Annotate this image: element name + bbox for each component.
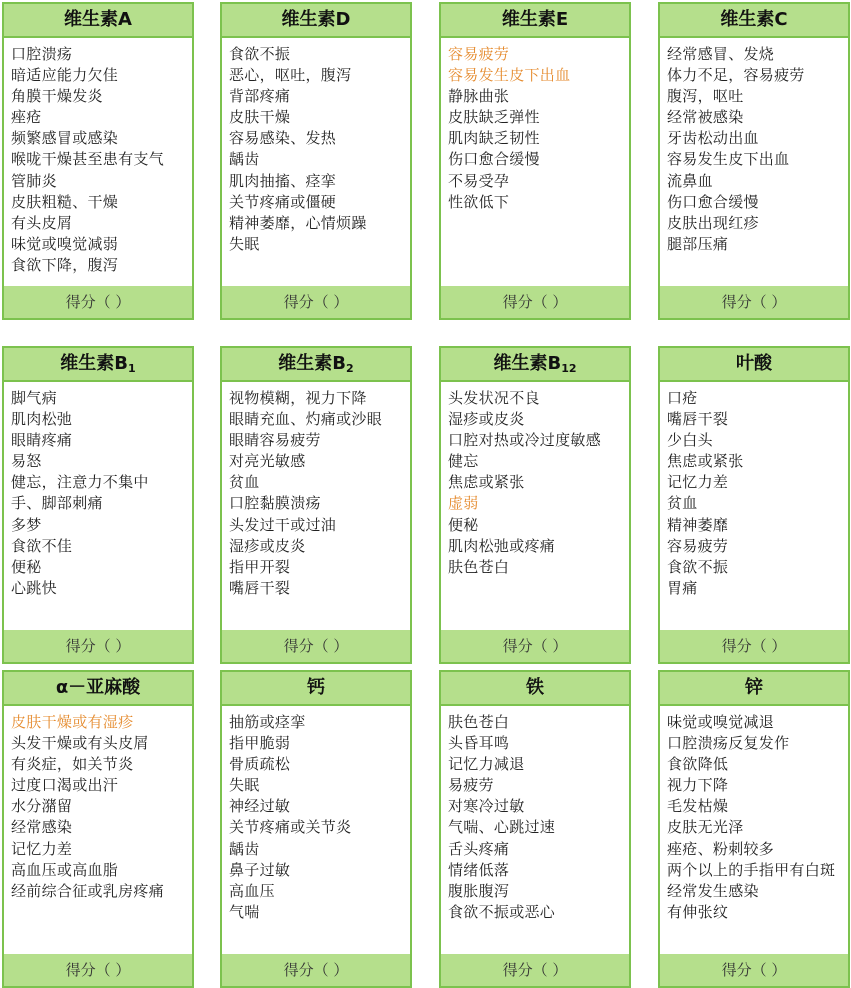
card-title (441, 348, 629, 382)
symptom-item: 口腔溃疡 (11, 45, 73, 63)
symptom-item: 头发干燥或有头皮屑 (11, 734, 149, 753)
symptom-item: 经前综合征或乳房疼痛 (11, 881, 165, 900)
symptom-item: 频繁感冒或感染 (11, 129, 119, 148)
symptom-item: 肤色苍白 (448, 557, 510, 576)
symptom-item: 味觉或嗅觉减退 (667, 713, 775, 731)
symptom-item: 易疲劳 (448, 776, 494, 795)
symptom-item: 指甲开裂 (229, 557, 291, 576)
card-title-text: 锌 (745, 677, 763, 698)
score-field[interactable]: 得分（ ） (441, 630, 629, 662)
symptom-item: 食欲降低 (667, 755, 729, 774)
score-field[interactable]: 得分（ ） (4, 630, 192, 662)
card-title (222, 4, 410, 38)
symptom-item: 神经过敏 (229, 797, 291, 816)
symptom-list (229, 44, 406, 255)
symptom-item: 皮肤无光泽 (667, 818, 744, 837)
symptom-item: 对亮光敏感 (229, 452, 306, 471)
symptom-item: 流鼻血 (667, 171, 713, 190)
symptom-item: 嘴唇干裂 (667, 410, 729, 429)
symptom-item: 精神萎靡 (667, 515, 729, 534)
symptom-item: 毛发枯燥 (667, 797, 729, 816)
card-title-text: 维生素D (281, 9, 351, 30)
symptom-item: 健忘，注意力不集中 (11, 473, 149, 492)
card-title-text: 钙 (307, 677, 325, 698)
card-title (4, 672, 192, 706)
card-title (4, 4, 192, 38)
nutrient-card (2, 670, 194, 988)
symptom-item: 静脉曲张 (448, 87, 510, 106)
symptom-item: 关节疼痛或僵硬 (229, 192, 337, 211)
symptom-item: 易怒 (11, 452, 42, 471)
symptom-list (229, 712, 406, 923)
symptom-item: 有伸张纹 (667, 902, 729, 921)
symptom-list (11, 388, 188, 599)
symptom-list (229, 388, 406, 599)
nutrient-card (220, 670, 412, 988)
symptom-item: 头昏耳鸣 (448, 734, 510, 753)
nutrient-card (658, 2, 850, 320)
score-field[interactable]: 得分（ ） (660, 286, 848, 318)
symptom-item: 腹泻，呕吐 (667, 87, 744, 106)
symptom-item: 恶心，呕吐，腹泻 (229, 66, 352, 85)
score-field[interactable]: 得分（ ） (222, 954, 410, 986)
symptom-item: 食欲不振 (229, 45, 291, 63)
nutrient-card (658, 346, 850, 664)
symptom-item: 记忆力差 (11, 839, 73, 858)
symptom-item: 焦虑或紧张 (448, 473, 525, 492)
card-title-text: 维生素E (501, 9, 569, 30)
score-field[interactable]: 得分（ ） (4, 286, 192, 318)
card-title (660, 348, 848, 382)
symptom-item: 脚气病 (11, 389, 57, 407)
symptom-item: 口疮 (667, 389, 698, 407)
symptom-item: 肌肉松弛或疼痛 (448, 536, 556, 555)
card-title-text: 铁 (526, 677, 544, 698)
symptom-item: 对寒冷过敏 (448, 797, 525, 816)
symptom-item: 腿部压痛 (667, 234, 729, 253)
symptom-item: 记忆力差 (667, 473, 729, 492)
nutrient-card (220, 2, 412, 320)
card-title (4, 348, 192, 382)
nutrient-card (439, 2, 631, 320)
card-title-text: 维生素B (278, 353, 347, 374)
symptom-item: 指甲脆弱 (229, 734, 291, 753)
card-title (660, 672, 848, 706)
symptom-item: 角膜干燥发炎 (11, 87, 103, 106)
symptom-list (448, 388, 625, 578)
symptom-list (11, 712, 188, 902)
card-title-text: 维生素B (60, 353, 129, 374)
symptom-item: 喉咙干燥甚至患有支气 (11, 150, 165, 169)
symptom-item: 胃痛 (667, 578, 698, 597)
symptom-item: 过度口渴或出汗 (11, 776, 119, 795)
symptom-item: 食欲不振或恶心 (448, 902, 556, 921)
symptom-item: 记忆力减退 (448, 755, 525, 774)
symptom-item: 精神萎靡，心情烦躁 (229, 213, 367, 232)
symptom-item: 头发过干或过油 (229, 515, 337, 534)
score-field[interactable]: 得分（ ） (222, 286, 410, 318)
symptom-item: 便秘 (448, 515, 479, 534)
symptom-item: 伤口愈合缓慢 (667, 192, 759, 211)
symptom-item: 经常被感染 (667, 108, 744, 127)
card-title (441, 672, 629, 706)
symptom-item: 痤疮 (11, 108, 42, 127)
symptom-item: 经常感冒、发烧 (667, 45, 775, 63)
symptom-item: 不易受孕 (448, 171, 510, 190)
symptom-item: 痤疮、粉刺较多 (667, 839, 775, 858)
symptom-item: 经常感染 (11, 818, 73, 837)
symptom-item: 健忘 (448, 452, 479, 471)
symptom-item: 食欲不振 (667, 557, 729, 576)
symptom-item: 体力不足，容易疲劳 (667, 66, 805, 85)
nutrient-card (658, 670, 850, 988)
symptom-item: 味觉或嗅觉减弱 (11, 234, 119, 253)
card-title (441, 4, 629, 38)
symptom-item: 容易感染、发热 (229, 129, 337, 148)
card-title-text: 维生素A (64, 9, 132, 30)
symptom-item: 肤色苍白 (448, 713, 510, 731)
symptom-item: 食欲不佳 (11, 536, 73, 555)
symptom-item: 少白头 (667, 431, 713, 450)
symptom-item: 气喘 (229, 902, 260, 921)
symptom-list (667, 712, 844, 923)
card-title-text: α－亚麻酸 (55, 677, 141, 698)
symptom-item: 两个以上的手指甲有白斑 (667, 860, 836, 879)
symptom-item: 龋齿 (229, 150, 260, 169)
symptom-item: 食欲下降，腹泻 (11, 255, 119, 274)
symptom-item: 鼻子过敏 (229, 860, 291, 879)
card-title-text: 叶酸 (736, 353, 772, 374)
symptom-list (11, 44, 188, 276)
card-title (222, 348, 410, 382)
symptom-item: 焦虑或紧张 (667, 452, 744, 471)
symptom-item: 有头皮屑 (11, 213, 73, 232)
symptom-item: 高血压或高血脂 (11, 860, 119, 879)
symptom-item: 皮肤干燥 (229, 108, 291, 127)
symptom-item: 虚弱 (448, 494, 479, 513)
symptom-item: 骨质疏松 (229, 755, 291, 774)
symptom-item: 肌肉缺乏韧性 (448, 129, 540, 148)
symptom-item: 口腔黏膜溃疡 (229, 494, 321, 513)
symptom-item: 便秘 (11, 557, 42, 576)
symptom-item: 抽筋或痉挛 (229, 713, 306, 731)
symptom-item: 容易发生皮下出血 (448, 66, 571, 85)
symptom-item: 失眠 (229, 234, 260, 253)
symptom-item: 暗适应能力欠佳 (11, 66, 119, 85)
card-title-subscript: 12 (561, 362, 577, 375)
symptom-item: 经常发生感染 (667, 881, 759, 900)
symptom-item: 皮肤粗糙、干燥 (11, 192, 119, 211)
score-field[interactable]: 得分（ ） (222, 630, 410, 662)
symptom-item: 气喘、心跳过速 (448, 818, 556, 837)
symptom-list (667, 44, 844, 255)
symptom-item: 口腔溃疡反复发作 (667, 734, 790, 753)
symptom-item: 舌头疼痛 (448, 839, 510, 858)
symptom-item: 情绪低落 (448, 860, 510, 879)
symptom-item: 眼睛容易疲劳 (229, 431, 321, 450)
symptom-item: 伤口愈合缓慢 (448, 150, 540, 169)
symptom-item: 高血压 (229, 881, 275, 900)
card-title-text: 维生素B (493, 353, 562, 374)
symptom-item: 贫血 (229, 473, 260, 492)
nutrient-card (439, 346, 631, 664)
symptom-item: 湿疹或皮炎 (448, 410, 525, 429)
symptom-item: 皮肤干燥或有湿疹 (11, 713, 134, 731)
score-field[interactable]: 得分（ ） (660, 954, 848, 986)
symptom-item: 关节疼痛或关节炎 (229, 818, 352, 837)
symptom-item: 眼睛充血、灼痛或沙眼 (229, 410, 383, 429)
symptom-item: 有炎症，如关节炎 (11, 755, 134, 774)
score-field[interactable]: 得分（ ） (441, 286, 629, 318)
symptom-item: 贫血 (667, 494, 698, 513)
symptom-item: 容易疲劳 (448, 45, 510, 63)
symptom-item: 手、脚部刺痛 (11, 494, 103, 513)
symptom-item: 视物模糊，视力下降 (229, 389, 367, 407)
symptom-item: 视力下降 (667, 776, 729, 795)
card-title-text: 维生素C (720, 9, 788, 30)
card-title-subscript: 1 (128, 362, 136, 375)
symptom-item: 腹胀腹泻 (448, 881, 510, 900)
symptom-item: 嘴唇干裂 (229, 578, 291, 597)
symptom-item: 肌肉抽搐、痉挛 (229, 171, 337, 190)
symptom-item: 湿疹或皮炎 (229, 536, 306, 555)
symptom-item: 口腔对热或冷过度敏感 (448, 431, 602, 450)
symptom-item: 多梦 (11, 515, 42, 534)
symptom-list (448, 44, 625, 213)
symptom-item: 皮肤缺乏弹性 (448, 108, 540, 127)
card-title (660, 4, 848, 38)
symptom-item: 容易疲劳 (667, 536, 729, 555)
symptom-item: 肌肉松弛 (11, 410, 73, 429)
symptom-item: 管肺炎 (11, 171, 57, 190)
symptom-item: 头发状况不良 (448, 389, 540, 407)
nutrient-card (2, 2, 194, 320)
card-title (222, 672, 410, 706)
symptom-item: 心跳快 (11, 578, 57, 597)
symptom-item: 容易发生皮下出血 (667, 150, 790, 169)
symptom-item: 失眠 (229, 776, 260, 795)
symptom-item: 眼睛疼痛 (11, 431, 73, 450)
score-field[interactable]: 得分（ ） (660, 630, 848, 662)
symptom-item: 性欲低下 (448, 192, 510, 211)
symptom-item: 背部疼痛 (229, 87, 291, 106)
nutrient-card (220, 346, 412, 664)
score-field[interactable]: 得分（ ） (441, 954, 629, 986)
symptom-list (448, 712, 625, 923)
symptom-item: 牙齿松动出血 (667, 129, 759, 148)
symptom-list (667, 388, 844, 599)
symptom-item: 龋齿 (229, 839, 260, 858)
score-field[interactable]: 得分（ ） (4, 954, 192, 986)
nutrient-card (2, 346, 194, 664)
symptom-item: 水分潴留 (11, 797, 73, 816)
nutrient-card (439, 670, 631, 988)
symptom-item: 皮肤出现红疹 (667, 213, 759, 232)
card-title-subscript: 2 (346, 362, 354, 375)
